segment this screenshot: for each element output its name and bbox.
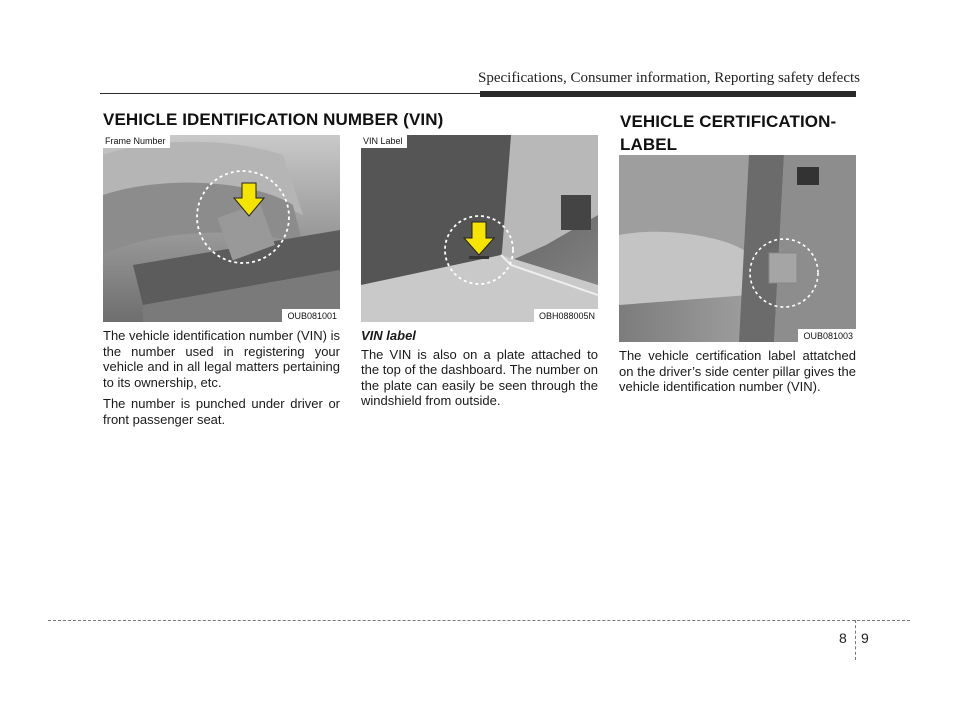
- vin-label-description: [361, 328, 598, 415]
- dashboard-illustration: [361, 135, 598, 322]
- vin-section-title: VEHICLE IDENTIFICATION NUMBER (VIN): [103, 110, 444, 129]
- page-number: 9: [861, 630, 869, 646]
- chapter-number: 8: [839, 630, 847, 646]
- vin-label-tag: VIN Label: [361, 135, 407, 148]
- header-rule-thick: [480, 91, 856, 97]
- vin-label-photo: [361, 135, 598, 322]
- frame-number-photo: [103, 135, 340, 322]
- cert-label-photo: [619, 155, 856, 342]
- vin-paragraph-2: The number is punched under driver or front passenger seat.: [103, 396, 340, 427]
- cert-title-line1: VEHICLE CERTIFICATION-: [620, 112, 837, 131]
- vin-paragraph-1: The vehicle identification number (VIN) is the number used in registering your vehicle and in all legal matters pertaining to its ownership, etc.: [103, 328, 340, 390]
- seat-illustration: [103, 135, 340, 322]
- cert-title-line2: LABEL: [620, 135, 678, 154]
- door-pillar-illustration: [619, 155, 856, 342]
- chapter-header: Specifications, Consumer information, Reporting safety defects: [478, 70, 860, 86]
- cert-paragraph: The vehicle certification label attatched on the driver’s side center pillar gives the vehicle identification number (VIN).: [619, 348, 856, 394]
- cert-description: [619, 348, 856, 401]
- vin-photo-code: OBH088005N: [534, 309, 598, 322]
- cert-photo-code: OUB081003: [798, 329, 856, 342]
- vin-description: [103, 328, 340, 433]
- vin-label-paragraph: The VIN is also on a plate attached to the top of the dashboard. The number on the plate can easily be seen through the windshield from outside.: [361, 346, 598, 408]
- frame-photo-code: OUB081001: [282, 309, 340, 322]
- page-number-divider: [855, 620, 856, 660]
- footer-rule: [48, 620, 910, 621]
- frame-number-tag: Frame Number: [103, 135, 170, 148]
- vin-label-subheading: VIN label: [361, 328, 416, 343]
- cert-section-title: [620, 110, 860, 156]
